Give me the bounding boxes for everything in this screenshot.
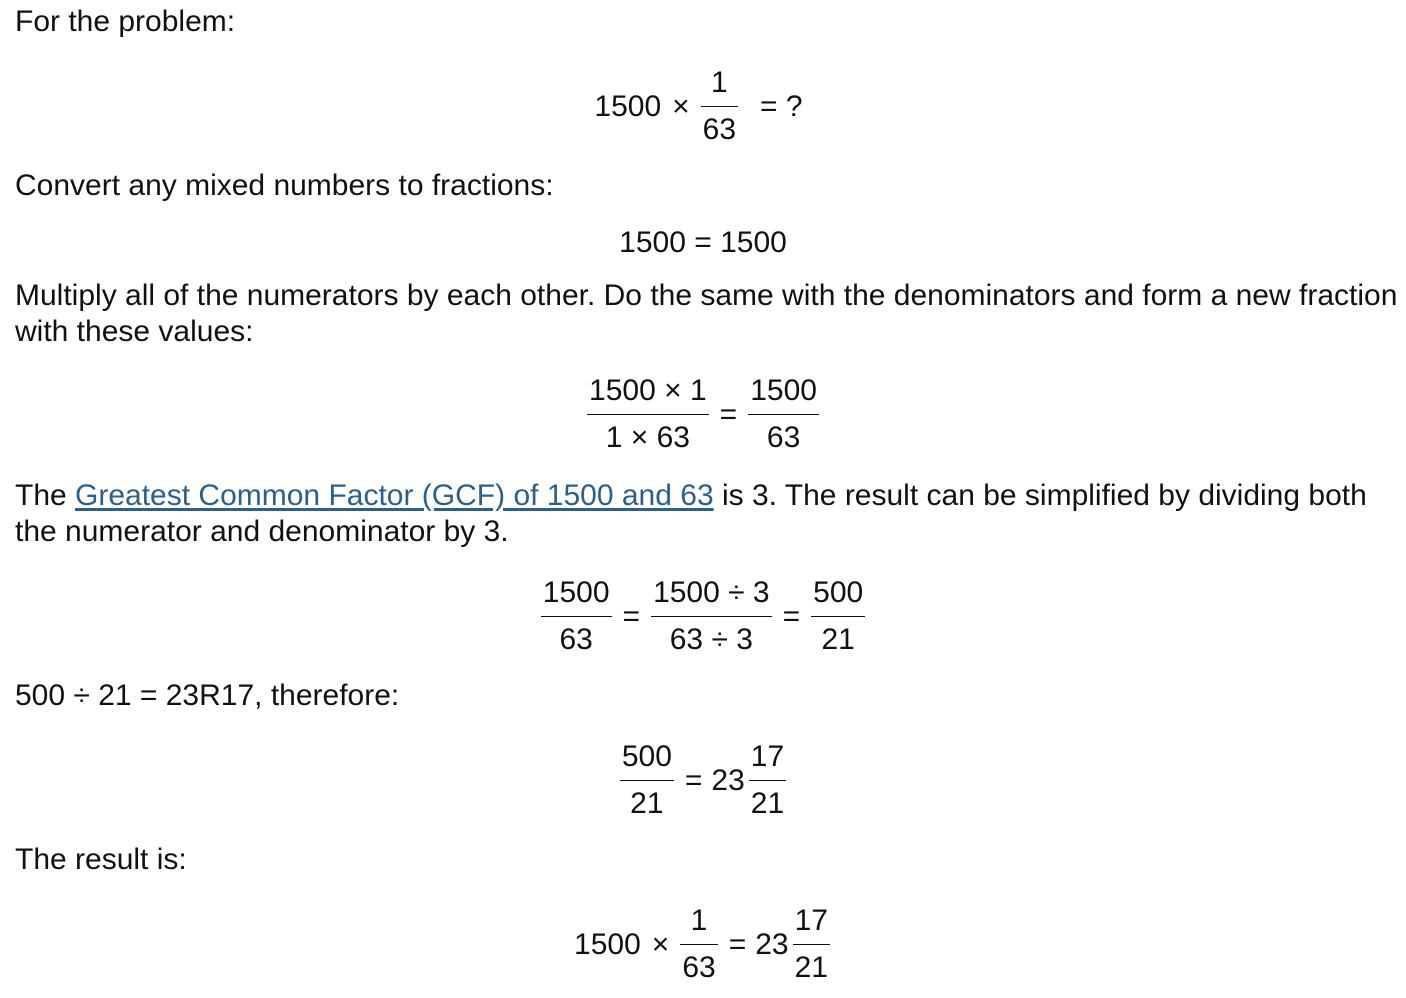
simplify-fraction-2 xyxy=(649,576,774,657)
mixed-denominator-1: 21 xyxy=(630,787,664,820)
mixed-equation xyxy=(0,740,1406,821)
final-times: × xyxy=(651,927,670,961)
multiply-denominator-1: 1 × 63 xyxy=(605,421,690,454)
gcf-text-after: is 3. The result can be simplified by dividing both the numerator and denominator by 3. xyxy=(15,479,1367,548)
mixed-fraction-1 xyxy=(618,740,676,821)
intro-text: For the problem: xyxy=(15,5,236,38)
multiply-numerator-2: 1500 xyxy=(748,374,819,415)
final-equals: = xyxy=(728,927,747,961)
problem-numerator: 1 xyxy=(701,66,738,107)
final-denominator-2: 21 xyxy=(794,951,828,984)
mixed-numerator-1: 500 xyxy=(620,740,674,781)
simplify-denominator-2: 63 ÷ 3 xyxy=(669,623,753,656)
mixed-whole: 23 xyxy=(711,763,745,797)
division-text: 500 ÷ 21 = 23R17, therefore: xyxy=(15,679,400,712)
gcf-paragraph xyxy=(15,478,1400,550)
simplify-fraction-3 xyxy=(809,576,867,657)
multiply-fraction-2 xyxy=(746,374,821,455)
multiply-fraction-1 xyxy=(585,374,711,455)
final-fraction-1 xyxy=(678,904,719,985)
simplify-equals-1: = xyxy=(622,599,641,633)
step-convert-text: Convert any mixed numbers to fractions: xyxy=(15,169,554,202)
simplify-fraction-1 xyxy=(539,576,614,657)
mixed-denominator-2: 21 xyxy=(750,787,785,820)
simplify-numerator-2: 1500 ÷ 3 xyxy=(651,576,772,617)
simplify-denominator-3: 21 xyxy=(821,623,855,656)
gcf-link[interactable]: Greatest Common Factor (GCF) of 1500 and 63 xyxy=(75,479,714,512)
problem-rest: = ? xyxy=(760,89,803,123)
final-equation xyxy=(0,904,1406,985)
final-denominator-1: 63 xyxy=(682,951,716,984)
multiply-denominator-2: 63 xyxy=(766,421,801,454)
multiply-equation xyxy=(0,374,1406,455)
step-multiply-text: Multiply all of the numerators by each other. Do the same with the denominators and form a new fraction with these values: xyxy=(15,279,1398,348)
simplify-numerator-3: 500 xyxy=(811,576,865,617)
problem-equation xyxy=(0,66,1406,147)
final-numerator-1: 1 xyxy=(680,904,717,945)
simplify-numerator-1: 1500 xyxy=(541,576,612,617)
gcf-text-before: The xyxy=(15,479,76,512)
final-numerator-2: 17 xyxy=(793,904,830,945)
simplify-equals-2: = xyxy=(782,599,801,633)
final-whole-2: 23 xyxy=(755,927,789,961)
simplify-denominator-1: 63 xyxy=(559,623,593,656)
final-whole-1: 1500 xyxy=(574,927,641,961)
multiply-equals: = xyxy=(719,397,738,431)
convert-equation-text: 1500 = 1500 xyxy=(619,226,787,259)
problem-whole: 1500 xyxy=(594,89,662,123)
final-fraction-2 xyxy=(791,904,832,985)
result-label: The result is: xyxy=(15,843,187,876)
simplify-equation xyxy=(0,576,1406,657)
multiply-numerator-1: 1500 × 1 xyxy=(587,374,709,415)
mixed-numerator-2: 17 xyxy=(749,740,786,781)
problem-denominator: 63 xyxy=(702,113,737,146)
mixed-fraction-2 xyxy=(747,740,788,821)
convert-equation xyxy=(0,226,1406,260)
problem-fraction xyxy=(699,66,740,147)
problem-times: × xyxy=(672,89,690,123)
mixed-equals: = xyxy=(684,763,703,797)
